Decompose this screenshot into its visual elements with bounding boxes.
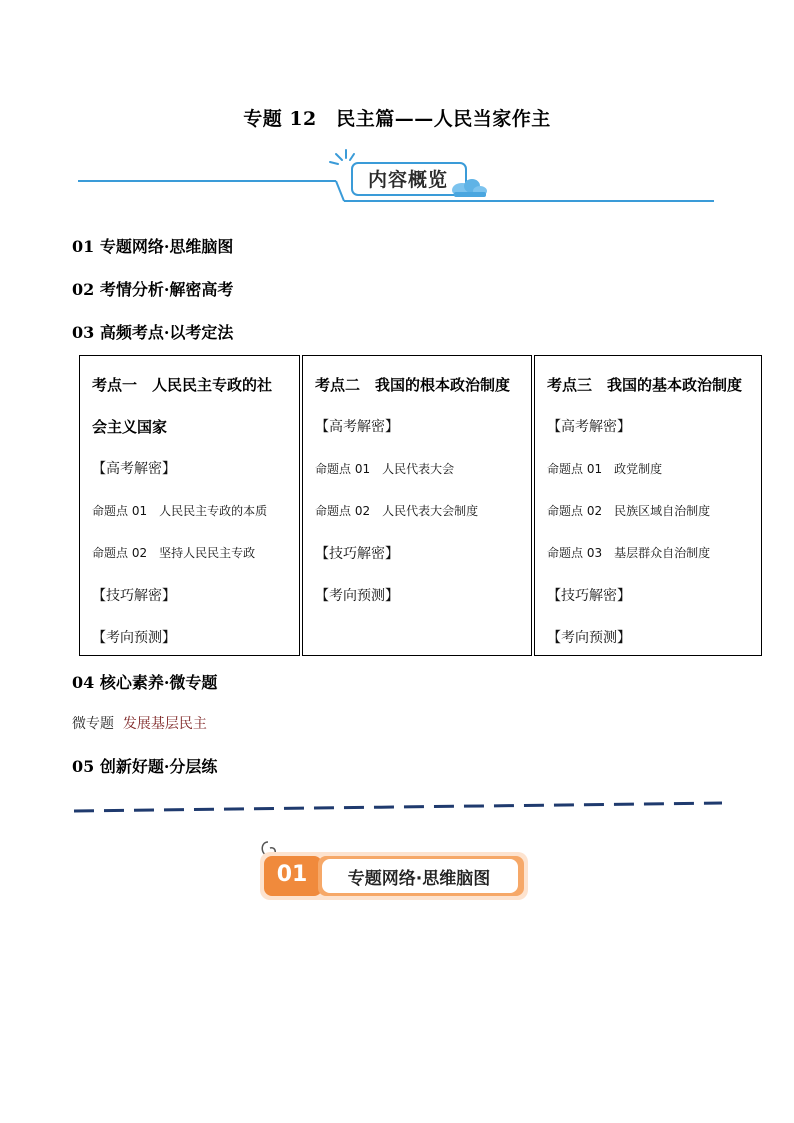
badge-text: 专题网络·思维脑图	[347, 869, 491, 889]
topic-1-forecast-link[interactable]: 【考向预测】	[92, 630, 176, 646]
topic-1-point-1-link[interactable]: 命题点 01 人民民主专政的本质	[92, 504, 268, 518]
topic-2-point-2-link[interactable]: 命题点 02 人民代表大会制度	[315, 504, 479, 518]
section-03-link[interactable]: 03 高频考点·以考定法	[72, 323, 234, 342]
topic-3-heading[interactable]: 考点三 我国的基本政治制度	[547, 376, 743, 394]
topic-1-gaokao-link[interactable]: 【高考解密】	[92, 461, 176, 477]
topic-2-gaokao-link[interactable]: 【高考解密】	[315, 419, 399, 435]
topic-3-skills-link[interactable]: 【技巧解密】	[547, 588, 631, 604]
section-01-badge	[258, 836, 530, 902]
section-05-link[interactable]: 05 创新好题·分层练	[72, 757, 218, 776]
topic-1-heading-line-1[interactable]: 考点一 人民民主专政的社	[92, 376, 273, 394]
badge-number: 01	[276, 862, 308, 887]
dashed-divider	[72, 798, 724, 818]
section-04-link[interactable]: 04 核心素养·微专题	[72, 673, 218, 692]
topic-3-forecast-link[interactable]: 【考向预测】	[547, 630, 631, 646]
topic-2-forecast-link[interactable]: 【考向预测】	[315, 588, 399, 604]
topic-3-point-3-link[interactable]: 命题点 03 基层群众自治制度	[547, 546, 711, 560]
topic-1-cell	[79, 355, 300, 656]
section-02-link[interactable]: 02 考情分析·解密高考	[72, 280, 234, 299]
topic-2-skills-link[interactable]: 【技巧解密】	[315, 546, 399, 562]
micro-topic-label: 微专题	[72, 716, 114, 732]
topic-2-heading[interactable]: 考点二 我国的根本政治制度	[315, 376, 511, 394]
topic-2-cell	[302, 355, 532, 656]
topic-1-heading-line-2[interactable]: 会主义国家	[92, 418, 168, 436]
topic-1-point-2-link[interactable]: 命题点 02 坚持人民民主专政	[92, 546, 256, 560]
section-01-link[interactable]: 01 专题网络·思维脑图	[72, 237, 234, 256]
topic-2-point-1-link[interactable]: 命题点 01 人民代表大会	[315, 462, 455, 476]
overview-label: 内容概览	[367, 168, 448, 191]
topic-1-skills-link[interactable]: 【技巧解密】	[92, 588, 176, 604]
topic-3-gaokao-link[interactable]: 【高考解密】	[547, 419, 631, 435]
content-overview-banner	[74, 148, 718, 204]
topic-3-cell	[534, 355, 762, 656]
micro-topic[interactable]	[72, 713, 207, 733]
topics-table	[79, 355, 763, 658]
topic-3-point-1-link[interactable]: 命题点 01 政党制度	[547, 462, 663, 476]
micro-topic-title: 发展基层民主	[122, 716, 207, 732]
page-title: 专题 12 民主篇——人民当家作主	[243, 108, 551, 130]
topic-3-point-2-link[interactable]: 命题点 02 民族区域自治制度	[547, 504, 711, 518]
sparkle-icon	[330, 150, 354, 164]
